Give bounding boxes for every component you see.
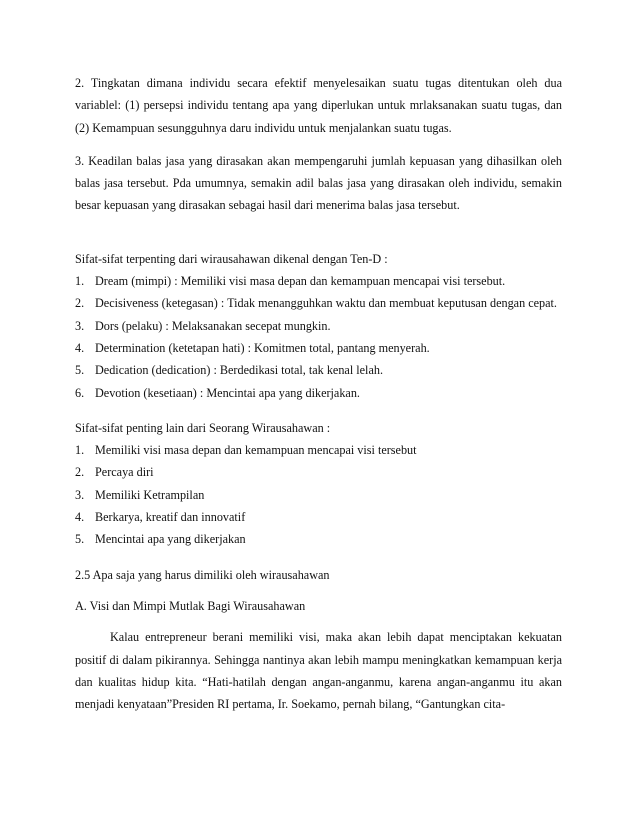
list-number: 2.: [75, 296, 85, 311]
other-traits-list: [75, 439, 562, 550]
list-number: 1.: [75, 443, 85, 458]
list-text: Dedication (dedication) : Berdedikasi total, tak kenal lelah.: [95, 363, 383, 378]
list-text: Berkarya, kreatif dan innovatif: [95, 510, 246, 525]
section-heading: 2.5 Apa saja yang harus dimiliki oleh wirausahawan: [75, 567, 330, 582]
list-text: Determination (ketetapan hati) : Komitmen total, pantang menyerah.: [95, 340, 430, 355]
list-text: Memiliki visi masa depan dan kemampuan mencapai visi tersebut: [95, 443, 417, 458]
list-number: 1.: [75, 274, 85, 289]
list-number: 4.: [75, 510, 85, 525]
list-item: [75, 337, 562, 359]
list-item: [75, 528, 562, 550]
other-traits-heading: Sifat-sifat penting lain dari Seorang Wirausahawan :: [75, 420, 331, 435]
list-item: [75, 270, 562, 292]
list-item: [75, 439, 562, 461]
list-text: Memiliki Ketrampilan: [95, 487, 205, 502]
ten-d-section: [75, 248, 562, 404]
list-item: [75, 484, 562, 506]
list-text: Dream (mimpi) : Memiliki visi masa depan dan kemampuan mencapai visi tersebut.: [95, 274, 506, 289]
list-item: [75, 359, 562, 381]
list-text: Decisiveness (ketegasan) : Tidak menangguhkan waktu dan membuat keputusan dengan cepat.: [95, 296, 557, 311]
list-item: [75, 292, 562, 314]
list-number: 5.: [75, 532, 85, 547]
list-item: [75, 506, 562, 528]
closing-paragraph: Kalau entrepreneur berani memiliki visi, maka akan lebih dapat menciptakan kekuatan positif di dalam pikirannya. Sehingga nantinya akan lebih mampu meningkatkan kemampuan kerja dan kualitas hidup kita. “Hati-hatilah dengan angan-anganmu, karena angan-anganmu itu akan menjadi kenyataan”Presiden RI pertama, Ir. Soekamo, pernah bilang, “Gantungkan cita-: [75, 630, 562, 712]
other-traits-section: [75, 417, 562, 551]
paragraph-point-2: 2. Tingkatan dimana individu secara efektif menyelesaikan suatu tugas ditentukan oleh dua variablel: (1) persepsi individu tentang apa yang diperlukan untuk mrlaksanakan suatu tugas, dan (2) Kemampuan sesungguhnya daru individu untuk menjalankan suatu tugas.: [75, 76, 562, 135]
list-text: Dors (pelaku) : Melaksanakan secepat mungkin.: [95, 318, 331, 333]
list-number: 3.: [75, 487, 85, 502]
paragraph-point-3: 3. Keadilan balas jasa yang dirasakan akan mempengaruhi jumlah kepuasan yang dihasilkan oleh balas jasa tersebut. Pda umumnya, semakin adil balas jasa yang dirasakan oleh individu, semakin besar kepuasan yang dirasakan sebagai hasil dari menerima balas jasa tersebut.: [75, 153, 562, 213]
list-text: Devotion (kesetiaan) : Mencintai apa yang dikerjakan.: [95, 385, 360, 400]
list-text: Percaya diri: [95, 465, 154, 480]
list-number: 6.: [75, 385, 85, 400]
list-item: [75, 461, 562, 483]
ten-d-heading: Sifat-sifat terpenting dari wirausahawan dikenal dengan Ten-D :: [75, 251, 388, 266]
list-number: 3.: [75, 318, 85, 333]
document-page: [75, 72, 562, 726]
ten-d-list: [75, 270, 562, 404]
list-number: 2.: [75, 465, 85, 480]
subsection-heading: A. Visi dan Mimpi Mutlak Bagi Wirausahawan: [75, 598, 306, 613]
list-item: [75, 382, 562, 404]
list-text: Mencintai apa yang dikerjakan: [95, 532, 246, 547]
list-item: [75, 315, 562, 337]
list-number: 4.: [75, 340, 85, 355]
list-number: 5.: [75, 363, 85, 378]
